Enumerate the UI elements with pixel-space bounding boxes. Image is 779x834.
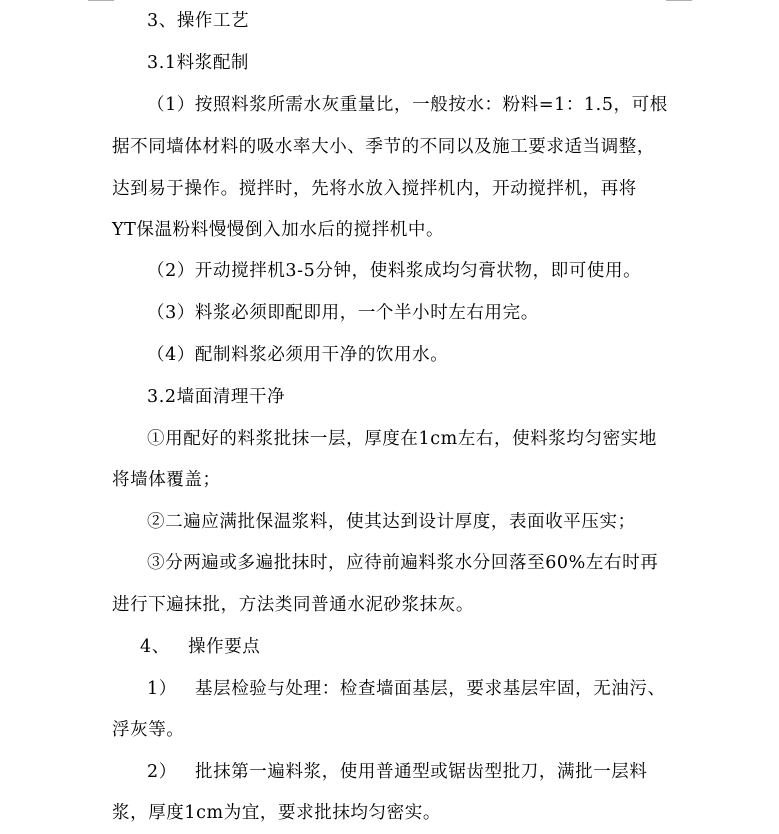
paragraph-line: （2）开动搅拌机3-5分钟，使料浆成均匀膏状物，即可使用。 [147, 261, 642, 281]
list-item-number: 2） [147, 762, 177, 782]
heading-4 [140, 635, 700, 659]
list-item-2 [147, 760, 707, 784]
page-corner-mark-right [666, 0, 692, 1]
paragraph-line: 达到易于操作。搅拌时，先将水放入搅拌机内，开动搅拌机，再将 [112, 179, 637, 199]
page-corner-mark-left [88, 0, 114, 1]
list-item-text: 基层检验与处理：检查墙面基层，要求基层牢固，无油污、 [195, 679, 666, 699]
paragraph-line: （4）配制料浆必须用干净的饮用水。 [147, 345, 449, 365]
paragraph-line: 进行下遍抹批，方法类同普通水泥砂浆抹灰。 [112, 595, 474, 615]
paragraph-line: ②二遍应满批保温浆料，使其达到设计厚度，表面收平压实； [147, 512, 636, 532]
paragraph-line: YT保温粉料慢慢倒入加水后的搅拌机中。 [112, 220, 445, 240]
paragraph-line: ①用配好的料浆批抹一层，厚度在1cm左右，使料浆均匀密实地 [147, 429, 657, 449]
paragraph-line: （3）料浆必须即配即用，一个半小时左右用完。 [147, 303, 539, 323]
list-item-1 [147, 677, 707, 701]
paragraph-line: （1）按照料浆所需水灰重量比，一般按水：粉料=1：1.5，可根 [147, 95, 668, 115]
heading-4-title: 操作要点 [188, 637, 261, 657]
list-item-number: 1） [147, 679, 177, 699]
heading-3: 3、操作工艺 [147, 11, 250, 31]
heading-3-2: 3.2墙面清理干净 [147, 387, 286, 407]
paragraph-line: ③分两遍或多遍批抹时，应待前遍料浆水分回落至60%左右时再 [147, 553, 659, 573]
heading-4-number: 4、 [140, 637, 170, 657]
list-item-text: 批抹第一遍料浆，使用普通型或锯齿型批刀，满批一层料 [195, 762, 648, 782]
heading-3-1: 3.1料浆配制 [147, 53, 250, 73]
paragraph-line: 据不同墙体材料的吸水率大小、季节的不同以及施工要求适当调整， [112, 137, 655, 157]
paragraph-line: 浆，厚度1cm为宜，要求批抹均匀密实。 [112, 803, 441, 823]
paragraph-line: 将墙体覆盖； [112, 470, 221, 490]
paragraph-line: 浮灰等。 [112, 720, 185, 740]
